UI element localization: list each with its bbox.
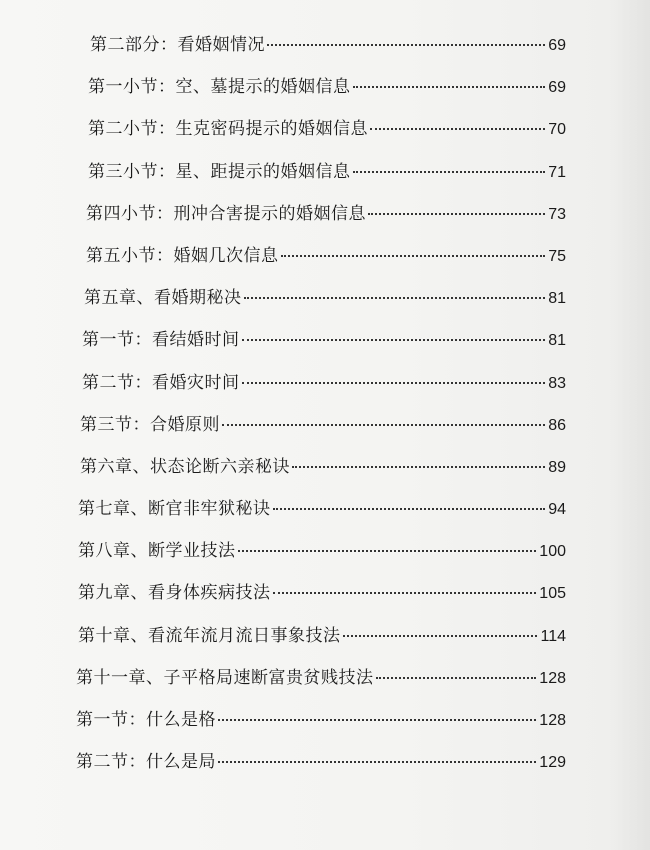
- toc-entry-title: 第五小节：婚姻几次信息: [86, 245, 279, 266]
- toc-entry[interactable]: [76, 452, 566, 494]
- toc-entry-title: 第五章、看婚期秘决: [84, 288, 242, 309]
- toc-entry-title: 第三节：合婚原则: [80, 414, 220, 435]
- toc-entry-title: 第一节：什么是格: [76, 710, 216, 730]
- toc-entry-page-number: 73: [548, 205, 566, 223]
- toc-entry-title: 第二部分：看婚姻情况: [90, 35, 265, 55]
- toc-entry[interactable]: [76, 747, 566, 789]
- toc-entry[interactable]: [76, 157, 566, 199]
- toc-entry[interactable]: [76, 578, 566, 620]
- toc-entry-title: 第一小节：空、墓提示的婚姻信息: [88, 77, 351, 98]
- toc-entry-page-number: 86: [548, 416, 566, 434]
- toc-entry[interactable]: [76, 114, 566, 156]
- toc-entry[interactable]: [76, 368, 566, 410]
- toc-entry-title: 第十一章、子平格局速断富贵贫贱技法: [76, 667, 374, 688]
- toc-entry[interactable]: [76, 325, 566, 367]
- toc-entry-title: 第七章、断官非牢狱秘诀: [78, 499, 271, 520]
- page-edge-shadow: [610, 0, 650, 850]
- toc-entry-page-number: 129: [539, 754, 566, 772]
- toc-dot-leader: [292, 466, 545, 468]
- toc-entry[interactable]: [76, 72, 566, 114]
- toc-entry-page-number: 100: [539, 543, 566, 561]
- toc-dot-leader: [244, 297, 546, 299]
- toc-entry-page-number: 128: [539, 669, 566, 687]
- toc-entry[interactable]: [76, 410, 566, 452]
- toc-dot-leader: [273, 592, 537, 594]
- toc-entry[interactable]: [76, 663, 566, 705]
- toc-dot-leader: [281, 255, 546, 257]
- toc-entry-page-number: 114: [540, 627, 566, 645]
- toc-entry-title: 第二节：看婚灾时间: [82, 372, 240, 393]
- toc-entry-title: 第三小节：星、距提示的婚姻信息: [88, 161, 351, 182]
- toc-entry[interactable]: [76, 199, 566, 241]
- toc-entry-page-number: 89: [548, 458, 566, 476]
- toc-dot-leader: [368, 213, 545, 215]
- toc-entry-title: 第二节：什么是局: [76, 752, 216, 773]
- toc-entry-page-number: 71: [548, 163, 566, 181]
- toc-entry[interactable]: [76, 30, 566, 72]
- toc-entry-title: 第六章、状态论断六亲秘诀: [80, 456, 290, 477]
- toc-entry-title: 第九章、看身体疾病技法: [78, 583, 271, 604]
- toc-entry-page-number: 105: [539, 585, 566, 603]
- toc-dot-leader: [218, 761, 536, 763]
- toc-dot-leader: [343, 635, 538, 637]
- toc-dot-leader: [242, 382, 546, 384]
- toc-entry[interactable]: [76, 621, 566, 663]
- toc-entry-page-number: 94: [548, 501, 566, 519]
- toc-entry[interactable]: [76, 283, 566, 325]
- toc-entry-title: 第四小节：刑冲合害提示的婚姻信息: [86, 203, 366, 224]
- toc-entry-page-number: 75: [548, 247, 566, 265]
- toc-dot-leader: [353, 171, 546, 173]
- toc-dot-leader: [273, 508, 546, 510]
- toc-entry-page-number: 81: [548, 290, 566, 308]
- toc-entry[interactable]: [76, 494, 566, 536]
- table-of-contents: [76, 30, 566, 789]
- toc-dot-leader: [267, 44, 545, 46]
- toc-entry-title: 第二小节：生克密码提示的婚姻信息: [88, 119, 368, 140]
- toc-dot-leader: [242, 339, 546, 341]
- toc-entry-page-number: 81: [548, 332, 566, 350]
- toc-dot-leader: [222, 424, 545, 426]
- toc-entry[interactable]: [76, 536, 566, 578]
- toc-dot-leader: [376, 677, 537, 679]
- toc-entry-page-number: 128: [539, 712, 566, 729]
- toc-entry-title: 第八章、断学业技法: [78, 541, 236, 562]
- toc-dot-leader: [370, 128, 545, 130]
- toc-entry[interactable]: [76, 705, 566, 747]
- toc-dot-leader: [218, 719, 536, 721]
- toc-entry-page-number: 69: [548, 37, 566, 54]
- toc-entry-title: 第十章、看流年流月流日事象技法: [78, 625, 341, 646]
- toc-dot-leader: [238, 550, 537, 552]
- toc-entry-page-number: 83: [548, 374, 566, 392]
- toc-entry-page-number: 70: [548, 121, 566, 139]
- toc-entry-page-number: 69: [548, 79, 566, 97]
- toc-dot-leader: [353, 86, 546, 88]
- toc-entry[interactable]: [76, 241, 566, 283]
- toc-entry-title: 第一节：看结婚时间: [82, 330, 240, 351]
